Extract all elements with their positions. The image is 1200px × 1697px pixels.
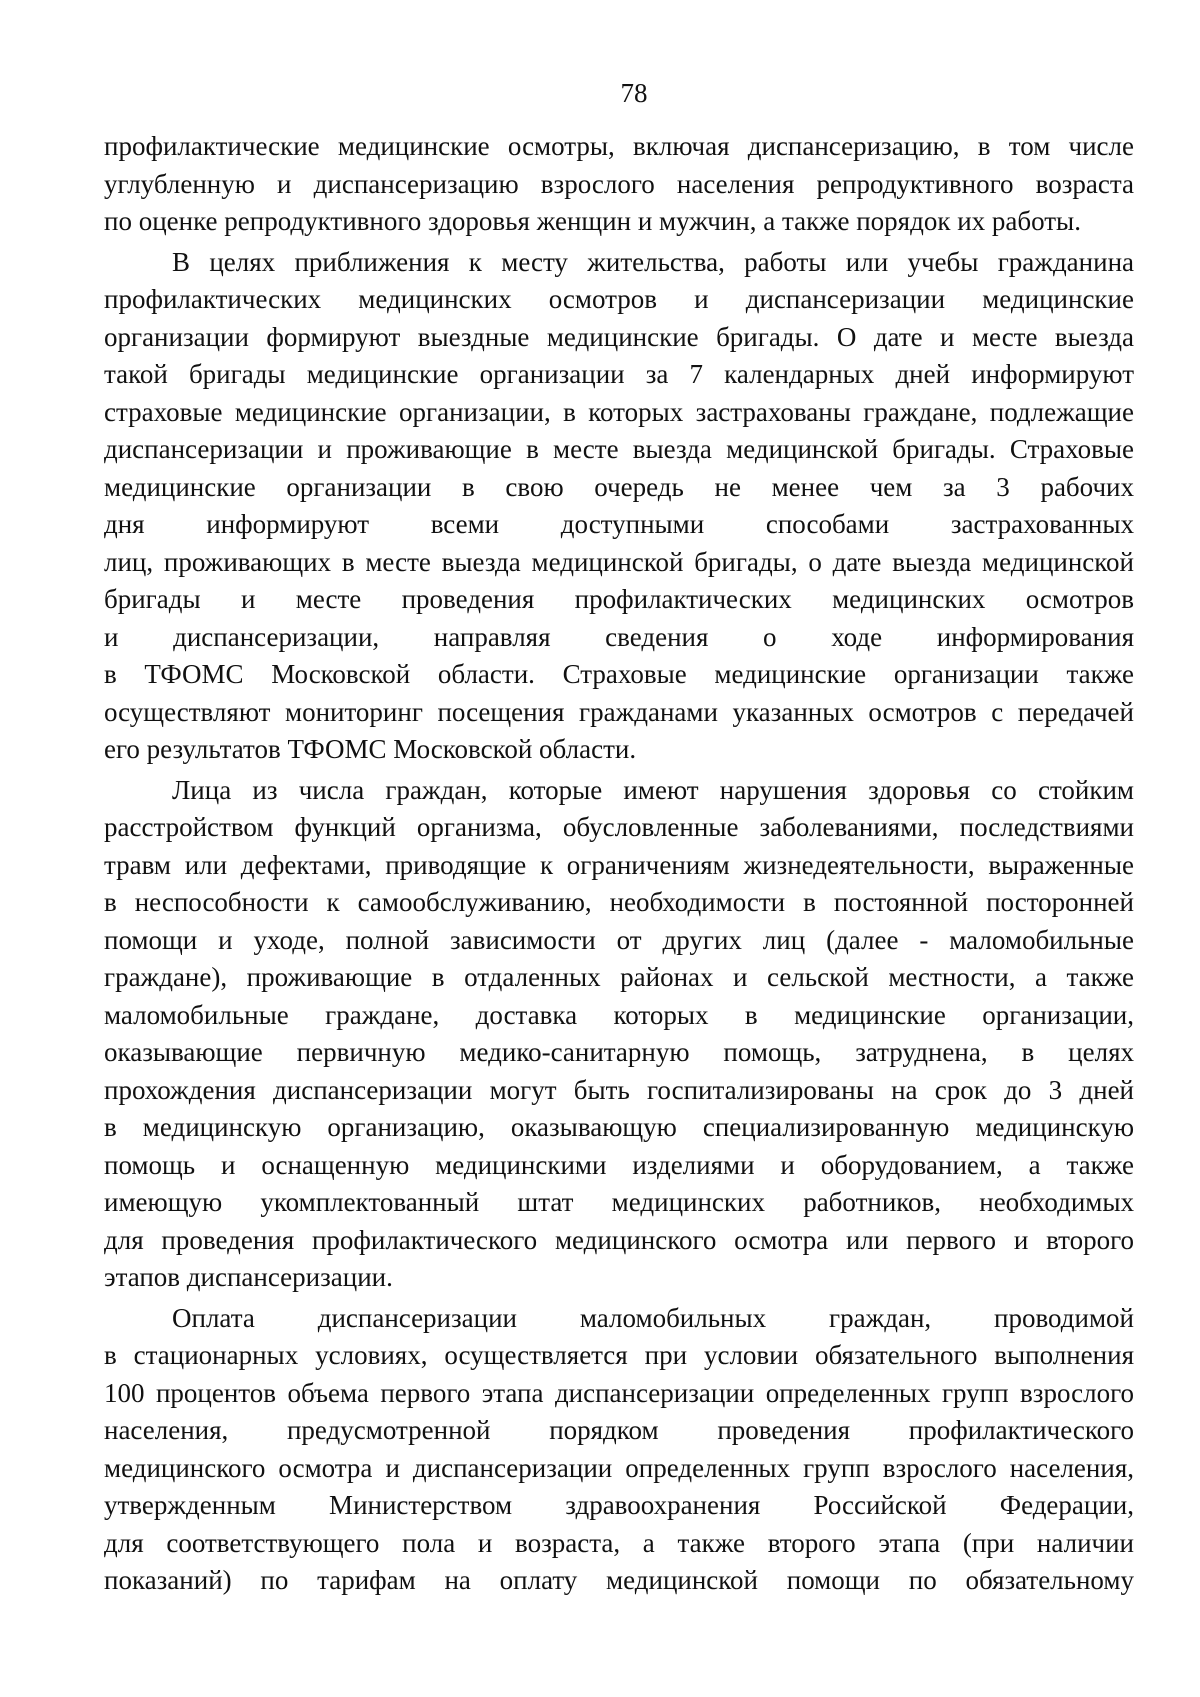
text-line: 100 процентов объема первого этапа диспансеризации определенных групп взрослого [104, 1377, 1134, 1408]
text-line: граждане), проживающие в отдаленных районах и сельской местности, а также [104, 962, 1134, 992]
text-line: медицинские организации в свою очередь не менее чем за 3 рабочих [104, 471, 1134, 502]
text-line: по оценке репродуктивного здоровья женщин и мужчин, а также порядок их работы. [104, 206, 1081, 236]
text-line: дня информируют всеми доступными способами застрахованных [104, 509, 1134, 539]
text-line: В целях приближения к месту жительства, работы или учебы гражданина [172, 246, 1134, 277]
paragraph-2 [104, 244, 1134, 769]
text-line: страховые медицинские организации, в которых застрахованы граждане, подлежащие [104, 396, 1134, 427]
text-line: углубленную и диспансеризацию взрослого населения репродуктивного возраста [104, 168, 1134, 199]
text-line: профилактические медицинские осмотры, включая диспансеризацию, в том числе [104, 131, 1134, 161]
text-line: в ТФОМС Московской области. Страховые медицинские организации также [104, 659, 1134, 689]
text-line: для проведения профилактического медицинского осмотра или первого и второго [104, 1224, 1134, 1255]
text-line: утвержденным Министерством здравоохранения Российской Федерации, [104, 1490, 1134, 1520]
text-line: и диспансеризации, направляя сведения о ходе информирования [104, 621, 1134, 652]
text-line: его результатов ТФОМС Московской области. [104, 734, 637, 764]
text-line: организации формируют выездные медицинские бригады. О дате и месте выезда [104, 321, 1134, 352]
text-line: помощи и уходе, полной зависимости от других лиц (далее - маломобильные [104, 924, 1134, 955]
text-line: имеющую укомплектованный штат медицинских работников, необходимых [104, 1187, 1134, 1217]
page-number: 78 [620, 78, 648, 108]
text-line: оказывающие первичную медико-санитарную помощь, затруднена, в целях [104, 1037, 1134, 1067]
text-line: маломобильные граждане, доставка которых в медицинские организации, [104, 999, 1134, 1030]
text-line: такой бригады медицинские организации за 7 календарных дней информируют [104, 359, 1134, 389]
paragraph-3 [104, 772, 1134, 1297]
text-line: помощь и оснащенную медицинскими изделиями и оборудованием, а также [104, 1149, 1134, 1180]
text-line: травм или дефектами, приводящие к ограничениям жизнедеятельности, выраженные [104, 849, 1134, 880]
text-line: показаний) по тарифам на оплату медицинской помощи по обязательному [104, 1565, 1134, 1595]
text-line: осуществляют мониторинг посещения гражданами указанных осмотров с передачей [104, 696, 1134, 727]
text-line: профилактических медицинских осмотров и диспансеризации медицинские [104, 284, 1134, 314]
text-line: в неспособности к самообслуживанию, необходимости в постоянной посторонней [104, 887, 1134, 917]
text-line: лиц, проживающих в месте выезда медицинской бригады, о дате выезда медицинской [104, 546, 1134, 577]
paragraph-4 [104, 1300, 1134, 1600]
document-body [104, 128, 1134, 1600]
text-line: прохождения диспансеризации могут быть госпитализированы на срок до 3 дней [104, 1074, 1134, 1105]
text-line: в медицинскую организацию, оказывающую специализированную медицинскую [104, 1112, 1134, 1142]
text-line: расстройством функций организма, обусловленные заболеваниями, последствиями [104, 812, 1134, 842]
text-line: медицинского осмотра и диспансеризации определенных групп взрослого населения, [104, 1452, 1134, 1483]
text-line: Оплата диспансеризации маломобильных граждан, проводимой [172, 1302, 1134, 1333]
text-line: в стационарных условиях, осуществляется при условии обязательного выполнения [104, 1340, 1134, 1370]
text-line: бригады и месте проведения профилактических медицинских осмотров [104, 584, 1134, 614]
text-line: для соответствующего пола и возраста, а также второго этапа (при наличии [104, 1527, 1134, 1558]
text-line: населения, предусмотренной порядком проведения профилактического [104, 1415, 1134, 1445]
paragraph-1 [104, 128, 1134, 241]
text-line: Лица из числа граждан, которые имеют нарушения здоровья со стойким [172, 774, 1134, 805]
text-line: этапов диспансеризации. [104, 1262, 393, 1292]
text-line: диспансеризации и проживающие в месте выезда медицинской бригады. Страховые [104, 434, 1134, 464]
